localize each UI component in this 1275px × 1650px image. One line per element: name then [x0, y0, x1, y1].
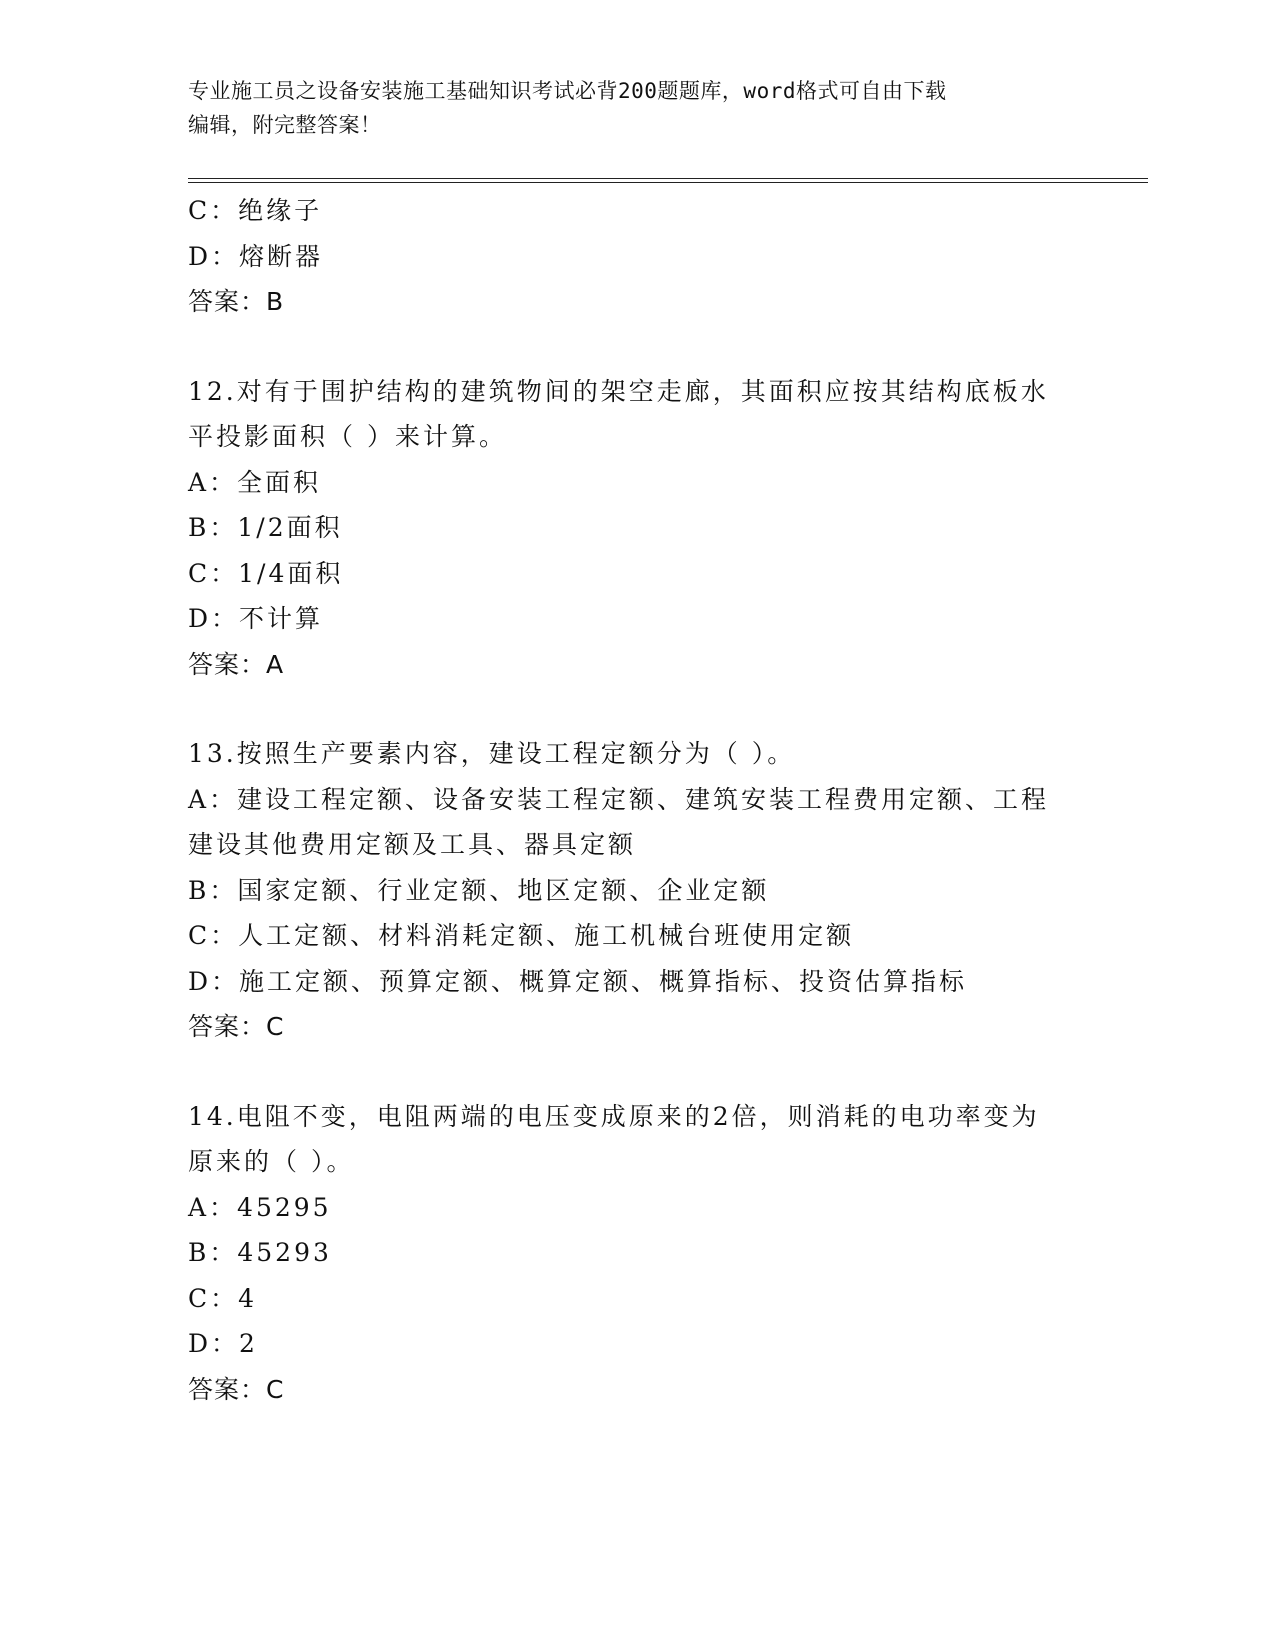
answer: 答案：B [188, 287, 285, 316]
option-c: C：1/4面积 [188, 558, 344, 588]
option-d: D：施工定额、预算定额、概算定额、概算指标、投资估算指标 [188, 966, 968, 996]
option-a-line-2: 建设其他费用定额及工具、器具定额 [188, 830, 637, 859]
header-title-line-1: 专业施工员之设备安装施工基础知识考试必背200题题库，word格式可自由下载 [188, 79, 947, 103]
question-11-tail [188, 188, 1068, 325]
spacer [188, 325, 1068, 369]
answer: 答案：A [188, 649, 285, 679]
option-c: C：绝缘子 [188, 196, 323, 225]
option-a: A：全面积 [188, 467, 322, 497]
question-13 [188, 731, 1068, 1050]
question-stem: 13.按照生产要素内容，建设工程定额分为（ ）。 [188, 739, 796, 768]
option-d: D：熔断器 [188, 241, 324, 271]
header-divider [188, 178, 1148, 183]
option-d: D：2 [188, 1329, 258, 1358]
question-12 [188, 369, 1068, 688]
document-page [188, 0, 1148, 1650]
answer: 答案：C [188, 1012, 285, 1041]
option-d: D：不计算 [188, 604, 324, 633]
option-b: B：1/2面积 [188, 513, 343, 542]
option-c: C：4 [188, 1283, 258, 1313]
spacer [188, 687, 1068, 731]
question-list [188, 188, 1068, 1412]
question-stem-line-1: 12.对有于围护结构的建筑物间的架空走廊，其面积应按其结构底板水 [188, 376, 1049, 406]
option-c: C：人工定额、材料消耗定额、施工机械台班使用定额 [188, 921, 855, 950]
option-a-line-1: A：建设工程定额、设备安装工程定额、建筑安装工程费用定额、工程 [188, 784, 1050, 814]
answer: 答案：C [188, 1374, 285, 1404]
option-b: B：45293 [188, 1238, 332, 1267]
document-header [188, 74, 1068, 142]
question-stem-line-1: 14.电阻不变，电阻两端的电压变成原来的2倍，则消耗的电功率变为 [188, 1101, 1040, 1131]
question-14 [188, 1094, 1068, 1413]
option-a: A：45295 [188, 1192, 332, 1222]
question-stem-line-2: 平投影面积（ ）来计算。 [188, 422, 507, 451]
question-stem-line-2: 原来的（ ）。 [188, 1147, 355, 1176]
option-b: B：国家定额、行业定额、地区定额、企业定额 [188, 875, 770, 905]
header-title-line-2: 编辑，附完整答案！ [188, 113, 382, 137]
spacer [188, 1050, 1068, 1094]
